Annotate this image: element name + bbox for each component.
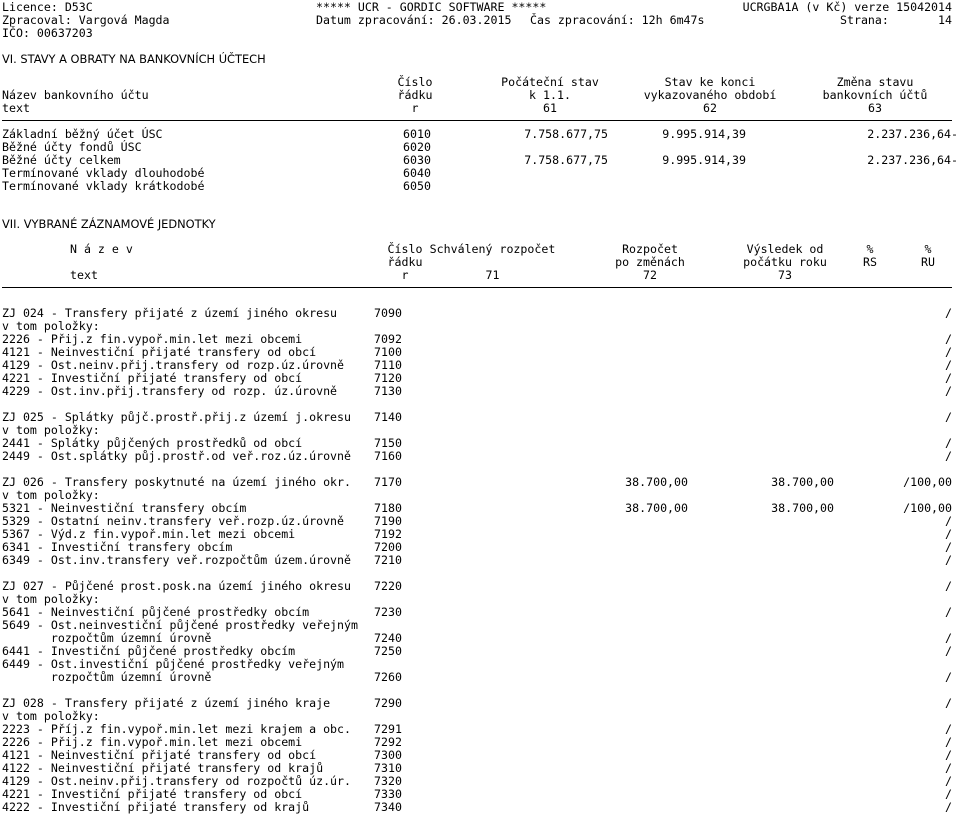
percentage: / (945, 605, 952, 619)
table-row-name: 4122 - Neinvestiční přijaté transfery od krajů (2, 761, 324, 775)
divider (2, 120, 952, 121)
row-number: 7120 (374, 371, 402, 385)
table-row-name: v tom položky: (2, 488, 100, 502)
column-header-row: řádku (397, 88, 433, 102)
table-row-name: v tom položky: (2, 592, 100, 606)
result-since-start: 38.700,00 (771, 501, 834, 515)
table-row-name: 4129 - Ost.neinv.přij.transfery od rozpočtů úz.úr. (2, 774, 352, 788)
row-number: 7192 (374, 527, 402, 541)
table-row-name: 5321 - Neinvestiční transfery obcím (2, 501, 247, 515)
column-header-name: N á z e v (70, 242, 133, 256)
column-header-change: bankovních účtů (822, 88, 928, 102)
row-number: 7210 (374, 553, 402, 567)
percentage: / (945, 449, 952, 463)
budget-after-changes: 38.700,00 (625, 475, 688, 489)
row-number: 7300 (374, 748, 402, 762)
row-number: 7160 (374, 449, 402, 463)
column-header-result: 73 (778, 268, 792, 282)
table-row-name: 2449 - Ost.splátky půj.prostř.od veř.roz.úz.úrovně (2, 449, 352, 463)
row-number: 6010 (403, 127, 431, 141)
table-row-name: v tom položky: (2, 423, 100, 437)
row-number: 7100 (374, 345, 402, 359)
table-row-name: 5329 - Ostatní neinv.transfery veř.rozp.úz.úrovně (2, 514, 345, 528)
row-number: 7170 (374, 475, 402, 489)
row-number: 7292 (374, 735, 402, 749)
percentage: / (945, 670, 952, 684)
percentage: / (945, 644, 952, 658)
row-number: 7220 (374, 579, 402, 593)
column-header-row: Číslo (387, 242, 423, 256)
percentage: / (945, 358, 952, 372)
percentage: / (945, 696, 952, 710)
row-number: 7310 (374, 761, 402, 775)
ico-label: IČO: 00637203 (2, 26, 93, 40)
row-number: 7150 (374, 436, 402, 450)
opening-balance: 7.758.677,75 (524, 127, 608, 141)
row-number: 7090 (374, 306, 402, 320)
table-row-name: 4229 - Ost.inv.přij.transfery od rozp. úz.úrovně (2, 384, 338, 398)
column-header-ru: % (924, 242, 932, 256)
percentage: /100,00 (903, 501, 952, 515)
percentage: / (945, 787, 952, 801)
table-row-name: 2226 - Přij.z fin.vypoř.min.let mezi obcemi (2, 735, 303, 749)
column-header-start: k 1.1. (529, 88, 571, 102)
percentage: / (945, 553, 952, 567)
table-row-name: 2226 - Přij.z fin.vypoř.min.let mezi obcemi (2, 332, 303, 346)
percentage: / (945, 748, 952, 762)
row-number: 7180 (374, 501, 402, 515)
table-row-name: ZJ 028 - Transfery přijaté z území jiného kraje (2, 696, 331, 710)
percentage: / (945, 345, 952, 359)
column-header-name: Název bankovního účtu (2, 88, 149, 102)
column-header-budget: Rozpočet (622, 242, 678, 256)
section-vii-title: VII. VYBRANÉ ZÁZNAMOVÉ JEDNOTKY (2, 217, 216, 231)
percentage: / (945, 436, 952, 450)
row-number: 7320 (374, 774, 402, 788)
budget-after-changes: 38.700,00 (625, 501, 688, 515)
row-number: 7140 (374, 410, 402, 424)
percentage: / (945, 371, 952, 385)
opening-balance: 7.758.677,75 (524, 153, 608, 167)
account-name: Běžné účty fondů ÚSC (2, 140, 142, 154)
row-number: 7250 (374, 644, 402, 658)
column-header-row: Číslo (397, 75, 433, 89)
percentage: / (945, 384, 952, 398)
percentage: / (945, 306, 952, 320)
column-header-row: r (401, 268, 409, 282)
percentage: / (945, 410, 952, 424)
column-header-row: řádku (387, 255, 423, 269)
row-number: 7190 (374, 514, 402, 528)
row-number: 7340 (374, 800, 402, 814)
row-number: 7110 (374, 358, 402, 372)
table-row-name: ZJ 027 - Půjčené prost.posk.na území jiného okresu (2, 579, 352, 593)
page-label: Strana: (840, 13, 889, 27)
column-header-approved: Schválený rozpočet (429, 242, 556, 256)
table-row-name: 5367 - Výd.z fin.vypoř.min.let mezi obcemi (2, 527, 296, 541)
table-row-name: 4222 - Investiční přijaté transfery od krajů (2, 800, 310, 814)
row-number: 7260 (374, 670, 402, 684)
row-number: 7291 (374, 722, 402, 736)
column-header-name: text (70, 268, 98, 282)
account-name: Termínované vklady krátkodobé (2, 179, 205, 193)
balance-change: 2.237.236,64- (867, 153, 958, 167)
system-banner: ***** UCR - GORDIC SOFTWARE ***** (316, 0, 547, 14)
table-row-name: v tom položky: (2, 709, 100, 723)
column-header-start: Počáteční stav (501, 75, 599, 89)
column-header-rs: RS (863, 255, 877, 269)
column-header-end: Stav ke konci (664, 75, 756, 89)
column-header-rs: % (866, 242, 874, 256)
closing-balance: 9.995.914,39 (662, 127, 746, 141)
percentage: /100,00 (903, 475, 952, 489)
percentage: / (945, 631, 952, 645)
column-header-end: 62 (703, 101, 717, 115)
table-row-name: 5649 - Ost.neinvestiční půjčené prostředky veřejným (2, 618, 358, 632)
column-header-ru: RU (921, 255, 935, 269)
column-header-row: r (411, 101, 419, 115)
table-row-name: 6349 - Ost.inv.transfery veř.rozpočtům územ.úrovně (2, 553, 352, 567)
row-number: 6040 (403, 166, 431, 180)
column-header-end: vykazovaného období (643, 88, 777, 102)
row-number: 7330 (374, 787, 402, 801)
report-code: UCRGBA1A (v Kč) verze 15042014 (742, 0, 952, 14)
row-number: 7092 (374, 332, 402, 346)
account-name: Základní běžný účet ÚSC (2, 127, 163, 141)
balance-change: 2.237.236,64- (867, 127, 958, 141)
processing-date: Datum zpracování: 26.03.2015 (316, 13, 512, 27)
row-number: 6020 (403, 140, 431, 154)
table-row-name: ZJ 025 - Splátky půjč.prostř.přij.z území j.okresu (2, 410, 352, 424)
table-row-name: 2441 - Splátky půjčených prostředků od obcí (2, 436, 303, 450)
table-row-name: 4221 - Investiční přijaté transfery od obcí (2, 787, 303, 801)
column-header-change: Změna stavu (836, 75, 914, 89)
processor-label: Zpracoval: Vargová Magda (2, 13, 170, 27)
column-header-start: 61 (543, 101, 557, 115)
account-name: Termínované vklady dlouhodobé (2, 166, 205, 180)
percentage: / (945, 514, 952, 528)
row-number: 7130 (374, 384, 402, 398)
percentage: / (945, 332, 952, 346)
closing-balance: 9.995.914,39 (662, 153, 746, 167)
column-header-budget: 72 (643, 268, 657, 282)
row-number: 7290 (374, 696, 402, 710)
column-header-result: počátku roku (743, 255, 827, 269)
percentage: / (945, 761, 952, 775)
processing-time: Čas zpracování: 12h 6m47s (530, 13, 705, 27)
column-header-name: text (2, 101, 30, 115)
percentage: / (945, 722, 952, 736)
table-row-name: 2223 - Příj.z fin.vypoř.min.let mezi krajem a obc. (2, 722, 352, 736)
account-name: Běžné účty celkem (2, 153, 121, 167)
row-number: 7240 (374, 631, 402, 645)
table-row-name: 6449 - Ost.investiční půjčené prostředky veřejným (2, 657, 345, 671)
table-row-name: 4129 - Ost.neinv.přij.transfery od rozp.úz.úrovně (2, 358, 345, 372)
row-number: 6030 (403, 153, 431, 167)
table-row-name: 5641 - Neinvestiční půjčené prostředky obcím (2, 605, 310, 619)
section-vi-title: VI. STAVY A OBRATY NA BANKOVNÍCH ÚČTECH (2, 52, 266, 66)
licence-label: Licence: D53C (2, 0, 93, 14)
column-header-approved: 71 (485, 268, 500, 282)
row-number: 7230 (374, 605, 402, 619)
column-header-change: 63 (868, 101, 882, 115)
column-header-budget: po změnách (615, 255, 685, 269)
table-row-name: 4121 - Neinvestiční přijaté transfery od obcí (2, 748, 317, 762)
percentage: / (945, 735, 952, 749)
table-row-name: 4221 - Investiční přijaté transfery od obcí (2, 371, 303, 385)
table-row-name: ZJ 026 - Transfery poskytnuté na území jiného okr. (2, 475, 352, 489)
row-number: 6050 (403, 179, 431, 193)
percentage: / (945, 527, 952, 541)
table-row-name: 4121 - Neinvestiční přijaté transfery od obcí (2, 345, 317, 359)
result-since-start: 38.700,00 (771, 475, 834, 489)
table-row-name: ZJ 024 - Transfery přijaté z území jiného okresu (2, 306, 338, 320)
percentage: / (945, 774, 952, 788)
table-row-name: rozpočtům územní úrovně (2, 670, 212, 684)
divider (2, 287, 952, 288)
table-row-name: v tom položky: (2, 319, 100, 333)
page-number: 14 (938, 13, 952, 27)
table-row-name: 6341 - Investiční transfery obcím (2, 540, 233, 554)
percentage: / (945, 800, 952, 814)
table-row-name: rozpočtům územní úrovně (2, 631, 212, 645)
column-header-result: Výsledek od (746, 242, 824, 256)
table-row-name: 6441 - Investiční půjčené prostředky obcím (2, 644, 296, 658)
percentage: / (945, 540, 952, 554)
row-number: 7200 (374, 540, 402, 554)
percentage: / (945, 579, 952, 593)
